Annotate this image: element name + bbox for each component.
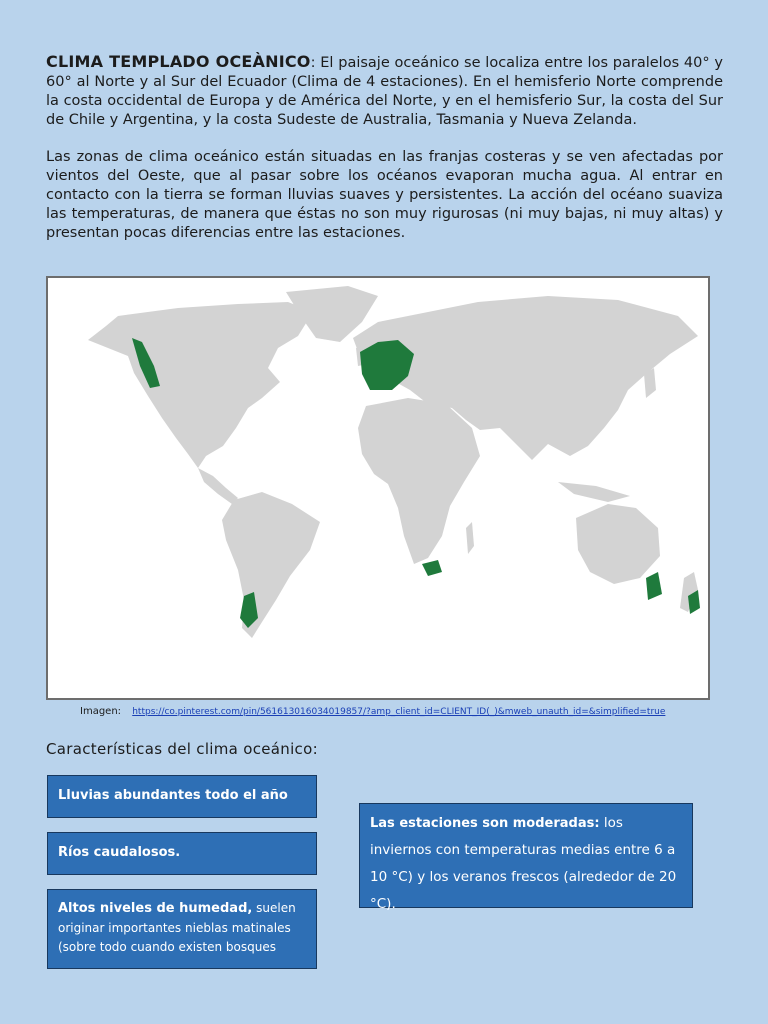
world-map — [46, 276, 710, 700]
feature-box-humedad — [47, 889, 317, 969]
description-paragraph: Las zonas de clima oceánico están situadas en las franjas costeras y se ven afectadas por vientos del Oeste, que al pasar sobre los océanos evaporan mucha agua. Al entrar en contacto con la tierra se forman lluvias suaves y persistentes. La acción del océano suaviza las temperaturas, de manera que éstas no son muy rigurosas (ni muy bajas, ni muy altas) y presentan pocas diferencias entre las estaciones. — [46, 149, 723, 241]
humedad-strong: Altos niveles de humedad, — [58, 901, 253, 916]
estaciones-rest: los inviernos con temperaturas medias entre 6 a 10 °C) y los veranos frescos (alrededor de 20 °C). — [370, 815, 677, 912]
section-title: CLIMA TEMPLADO OCEÀNICO — [46, 52, 311, 71]
world-map-svg — [48, 278, 708, 698]
title-colon: : — [310, 55, 316, 71]
humedad-rest: suelen originar importantes nieblas matinales (sobre todo cuando existen bosques — [58, 901, 296, 954]
characteristics-heading: Características del clima oceánico: — [46, 740, 318, 758]
feature-box-rios — [47, 832, 317, 875]
feature-box-estaciones — [359, 803, 693, 912]
caption-label: Imagen: — [80, 706, 122, 717]
estaciones-strong: Las estaciones son moderadas: — [370, 816, 600, 831]
intro-paragraph — [46, 52, 723, 130]
source-link[interactable]: https://co.pinterest.com/pin/561613016034019857/?amp_client_id=CLIENT_ID(_)&mweb_unauth_id=&simplified=true — [132, 707, 666, 717]
rios-text: Ríos caudalosos. — [58, 845, 181, 860]
feature-box-lluvias — [47, 775, 317, 818]
lluvias-text: Lluvias abundantes todo el año — [58, 788, 288, 803]
image-caption — [80, 706, 665, 717]
intro-text: El paisaje oceánico se localiza entre los paralelos 40° y 60° al Norte y al Sur del Ecuador (Clima de 4 estaciones). En el hemisferio Norte comprende la costa occidental de Europa y de América del Norte, y en el hemisferio Sur, la costa del Sur de Chile y Argentina, y la costa Sudeste de Australia, Tasmania y Nueva Zelanda. — [46, 55, 723, 128]
